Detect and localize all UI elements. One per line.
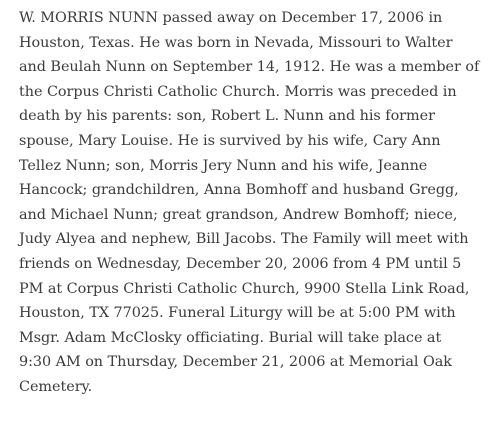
obituary-text [19, 6, 484, 400]
obituary-line: spouse, Mary Louise. He is survived by his wife, Cary Ann [19, 132, 441, 149]
obituary-line: PM at Corpus Christi Catholic Church, 9900 Stella Link Road, [19, 280, 470, 297]
obituary-line: Tellez Nunn; son, Morris Jery Nunn and his wife, Jeanne [19, 157, 428, 174]
obituary-line: Houston, TX 77025. Funeral Liturgy will be at 5:00 PM with [19, 305, 456, 322]
obituary-line: W. MORRIS NUNN passed away on December 17, 2006 in [19, 10, 443, 26]
obituary-line: friends on Wednesday, December 20, 2006 from 4 PM until 5 [19, 255, 462, 272]
obituary-line: Judy Alyea and nephew, Bill Jacobs. The Family will meet with [19, 231, 469, 248]
obituary-line: the Corpus Christi Catholic Church. Morris was preceded in [19, 83, 457, 100]
obituary-line: Houston, Texas. He was born in Nevada, Missouri to Walter [19, 34, 453, 51]
obituary-line: Hancock; grandchildren, Anna Bomhoff and husband Gregg, [19, 182, 459, 199]
obituary-line: death by his parents: son, Robert L. Nunn and his former [19, 108, 435, 125]
obituary-line: 9:30 AM on Thursday, December 21, 2006 at Memorial Oak [19, 354, 452, 371]
obituary-line: and Michael Nunn; great grandson, Andrew Bomhoff; niece, [19, 206, 458, 223]
obituary-line: Cemetery. [19, 378, 93, 395]
obituary-line: Msgr. Adam McClosky officiating. Burial will take place at [19, 329, 442, 346]
obituary-line: and Beulah Nunn on September 14, 1912. He was a member of [19, 59, 480, 76]
